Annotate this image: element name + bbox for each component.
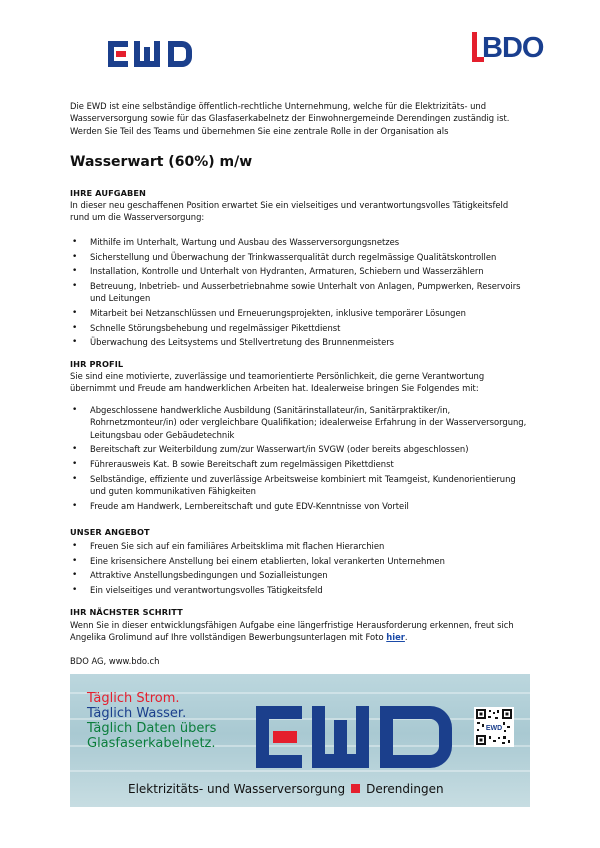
list-item: • Eine krisensichere Anstellung bei einem etablierten, lokal verankerten Unternehmen	[70, 555, 530, 567]
slogan-strom: Täglich Strom.	[87, 691, 180, 706]
qr-code-icon	[476, 709, 512, 745]
schritt-body: Wenn Sie in dieser entwicklungsfähigen Aufgabe eine längerfristige Herausforderung erkennen, freut sich Angelika Grolimund auf Ihre vollständigen Bewerbungsunterlagen mit Foto	[70, 620, 514, 643]
slogan-glasfaser: Glasfaserkabelnetz.	[87, 736, 216, 751]
ewd-banner	[70, 674, 530, 807]
section-heading-angebot: UNSER ANGEBOT	[70, 527, 150, 537]
banner-slogans	[87, 691, 216, 751]
banner-ewd-logo	[256, 702, 456, 772]
list-item: • Selbständige, effiziente und zuverlässige Arbeitsweise kombiniert mit Teamgeist, Kundenorientierung und guten kommunikativen Fähigkeiten	[70, 473, 530, 498]
list-item: • Freude am Handwerk, Lernbereitschaft und gute EDV-Kenntnisse von Vorteil	[70, 500, 530, 512]
section-heading-profil: IHR PROFIL	[70, 359, 124, 369]
intro-text: Die EWD ist eine selbständige öffentlich-rechtliche Unternehmung, welche für die Elektrizitäts- und Wasserversorgung sowie für das Glasfaserkabelnetz der Einwohnergemeinde Derendingen zuständig ist. Werden Sie Teil des Teams und übernehmen Sie eine zentrale Rolle in der Organisation als	[70, 101, 510, 136]
ewd-logo	[108, 38, 202, 70]
profil-text: Sie sind eine motivierte, zuverlässige und teamorientierte Persönlichkeit, die gerne Verantwortung übernimmt und Freude am handwerklichen Arbeiten hat. Idealerweise bringen Sie Folgendes mit:	[70, 371, 485, 394]
list-item: • Betreuung, Inbetrieb- und Ausserbetriebnahme sowie Unterhalt von Anlagen, Pumpwerken, Reservoirs und Leitungen	[70, 280, 530, 305]
job-title: Wasserwart (60%) m/w	[70, 154, 253, 170]
bdo-logo	[472, 30, 566, 62]
red-square-icon	[351, 784, 360, 793]
list-item: • Mithilfe im Unterhalt, Wartung und Ausbau des Wasserversorgungsnetzes	[70, 236, 530, 248]
angebot-list	[70, 540, 530, 599]
list-item: • Sicherstellung und Überwachung der Trinkwasserqualität durch regelmässige Qualitätskontrollen	[70, 251, 530, 263]
slogan-wasser: Täglich Wasser.	[87, 706, 187, 721]
schritt-end: .	[404, 632, 408, 643]
list-item: • Überwachung des Leitsystems und Stellvertretung des Brunnenmeisters	[70, 336, 530, 348]
banner-footer-left: Elektrizitäts- und Wasserversorgung	[128, 782, 346, 796]
aufgaben-list	[70, 236, 530, 351]
list-item: • Abgeschlossene handwerkliche Ausbildung (Sanitärinstallateur/in, Sanitärpraktiker/in, Rohrnetzmonteur/in) oder vergleichbare Qualifikation; idealerweise Erfahrung in der Wasserversorgung, Leitungsbau oder Gebäudetechnik	[70, 404, 530, 441]
svg-text:BDO: BDO	[482, 32, 544, 62]
schritt-text	[70, 619, 530, 644]
slogan-daten: Täglich Daten übers	[87, 721, 217, 736]
banner-footer-right: Derendingen	[366, 782, 444, 796]
list-item: • Mitarbeit bei Netzanschlüssen und Erneuerungsprojekten, inklusive temporärer Lösungen	[70, 307, 530, 319]
section-heading-schritt: IHR NÄCHSTER SCHRITT	[70, 607, 183, 617]
list-item: • Bereitschaft zur Weiterbildung zum/zur Wasserwart/in SVGW (oder bereits abgeschlossen)	[70, 443, 530, 455]
profil-list	[70, 404, 530, 514]
banner-footer	[128, 782, 444, 796]
list-item: • Freuen Sie sich auf ein familiäres Arbeitsklima mit flachen Hierarchien	[70, 540, 530, 552]
list-item: • Installation, Kontrolle und Unterhalt von Hydranten, Armaturen, Schiebern und Wasserzählern	[70, 265, 530, 277]
list-item: • Ein vielseitiges und verantwortungsvolles Tätigkeitsfeld	[70, 584, 530, 596]
list-item: • Attraktive Anstellungsbedingungen und Sozialleistungen	[70, 569, 530, 581]
section-heading-aufgaben: IHRE AUFGABEN	[70, 188, 147, 198]
svg-text:EWD: EWD	[485, 725, 503, 732]
list-item: • Führerausweis Kat. B sowie Bereitschaft zum regelmässigen Pikettdienst	[70, 458, 530, 470]
qr-code[interactable]	[474, 707, 514, 747]
list-item: • Schnelle Störungsbehebung und regelmässiger Pikettdienst	[70, 322, 530, 334]
application-link[interactable]: hier	[386, 632, 405, 643]
aufgaben-text: In dieser neu geschaffenen Position erwartet Sie ein vielseitiges und verantwortungsvolles Tätigkeitsfeld rund um die Wasserversorgung:	[70, 200, 509, 223]
contact-line: BDO AG, www.bdo.ch	[70, 656, 160, 666]
